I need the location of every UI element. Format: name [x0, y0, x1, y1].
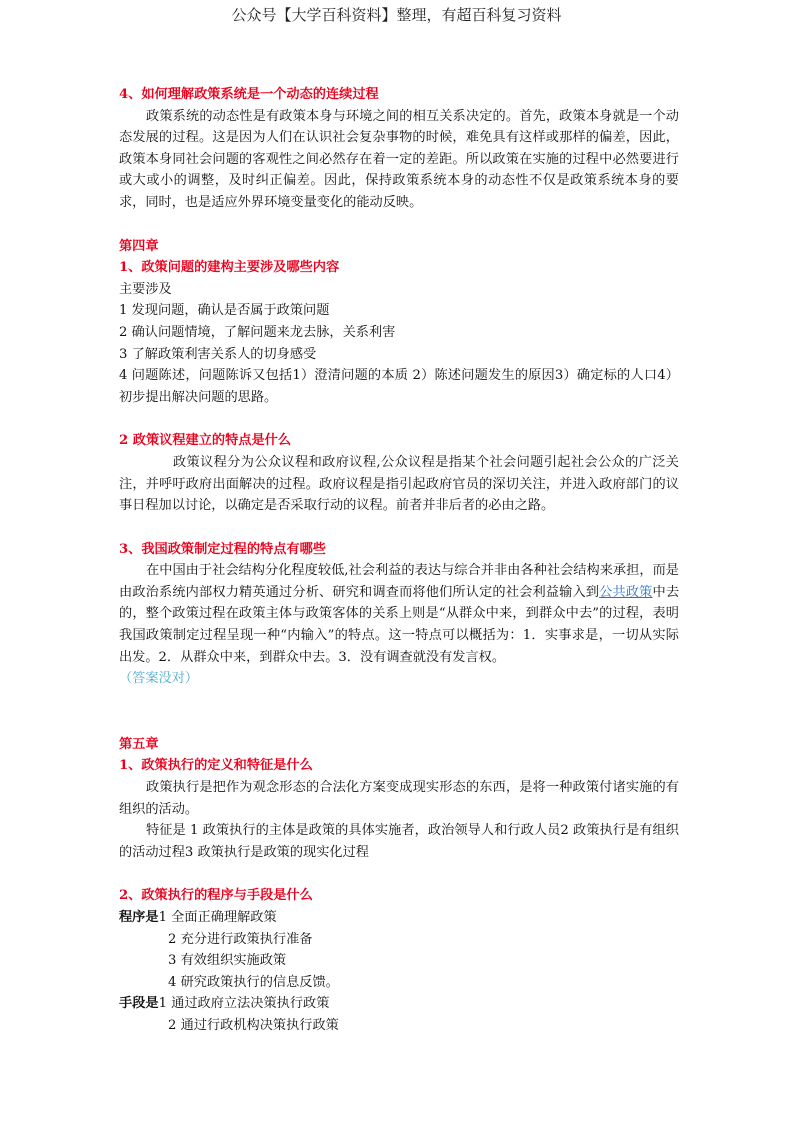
- section-heading: 1、政策执行的定义和特征是什么: [119, 758, 313, 774]
- procedure-item: 3 有效组织实施政策: [168, 953, 287, 969]
- means-line: [119, 993, 679, 1015]
- section-heading: 4、如何理解政策系统是一个动态的连续过程: [119, 87, 379, 102]
- list-line: 2 确认问题情境，了解问题来龙去脉，关系利害: [119, 324, 396, 340]
- paragraph: [119, 560, 679, 668]
- list-line: 1 发现问题，确认是否属于政策问题: [119, 303, 330, 319]
- paragraph-text: 中去的，整个政策过程在政策主体与政策客体的关系上则是“从群众中来，到群众中去”的过程，表明我国政策制定过程呈现一种“内输入”的特点。这一特点可以概括为：1．实事求是，一切从实际出发。2．从群众中来，到群众中去。3．没有调查就没有发言权。: [119, 584, 680, 665]
- chapter-heading: 第五章: [119, 736, 159, 752]
- procedure-item: 2 充分进行政策执行准备: [168, 931, 313, 947]
- page-header: 公众号【大学百科资料】整理，有超百科复习资料: [231, 6, 562, 24]
- means-item: 2 通过行政机构决策执行政策: [168, 1017, 339, 1033]
- paragraph: 政策系统的动态性是有政策本身与环境之间的相互关系决定的。首先，政策本身就是一个动态发展的过程。这是因为人们在认识社会复杂事物的时候，难免具有这样或那样的偏差，因此，政策本身同社会问题的客观性之间必然存在着一定的差距。所以政策在实施的过程中必然要进行或大或小的调整，及时纠正偏差。因此，保持政策系统本身的动态性不仅是政策系统本身的要求，同时，也是适应外界环境变量变化的能动反映。: [119, 108, 679, 210]
- paragraph-text: 在中国由于社会结构分化程度较低,社会利益的表达与综合并非由各种社会结构来承担，而是由政治系统内部权力精英通过分析、研究和调查而将他们所认定的社会利益输入到: [119, 563, 679, 600]
- section-heading: 2 政策议程建立的特点是什么: [119, 433, 292, 449]
- means-label: 手段是: [119, 996, 159, 1012]
- public-policy-link[interactable]: 公共政策: [599, 584, 653, 600]
- paragraph: 政策议程分为公众议程和政府议程,公众议程是指某个社会问题引起社会公众的广泛关注，并呼吁政府出面解决的过程。政府议程是指引起政府官员的深切关注，并进入政府部门的议事日程加以讨论，以确定是否采取行动的议程。前者并非后者的必由之路。: [119, 454, 679, 514]
- answer-note: （答案没对）: [119, 671, 199, 687]
- list-line: 主要涉及: [119, 281, 172, 297]
- chapter-heading: 第四章: [119, 238, 159, 254]
- list-line: 3 了解政策利害关系人的切身感受: [119, 346, 317, 362]
- section-heading: 1、政策问题的建构主要涉及哪些内容: [119, 260, 340, 276]
- procedure-line: [119, 907, 679, 929]
- section-heading: 3、我国政策制定过程的特点有哪些: [119, 541, 326, 557]
- list-line: 4 问题陈述，问题陈诉又包括1）澄清问题的本质 2）陈述问题发生的原因3）确定标的人口4）初步提出解决问题的思路。: [119, 368, 679, 405]
- section-heading: 2、政策执行的程序与手段是什么: [119, 888, 313, 904]
- procedure-label: 程序是: [119, 910, 159, 925]
- means-item: 1 通过政府立法决策执行政策: [158, 996, 330, 1012]
- procedure-item: 4 研究政策执行的信息反馈。: [168, 974, 339, 990]
- paragraph: 特征是 1 政策执行的主体是政策的具体实施者，政治领导人和行政人员2 政策执行是有组织的活动过程3 政策执行是政策的现实化过程: [119, 823, 679, 860]
- document-body: [119, 84, 679, 1037]
- paragraph: 政策执行是把作为观念形态的合法化方案变成现实形态的东西，是将一种政策付诸实施的有组织的活动。: [119, 780, 679, 817]
- procedure-item: 1 全面正确理解政策: [158, 910, 277, 925]
